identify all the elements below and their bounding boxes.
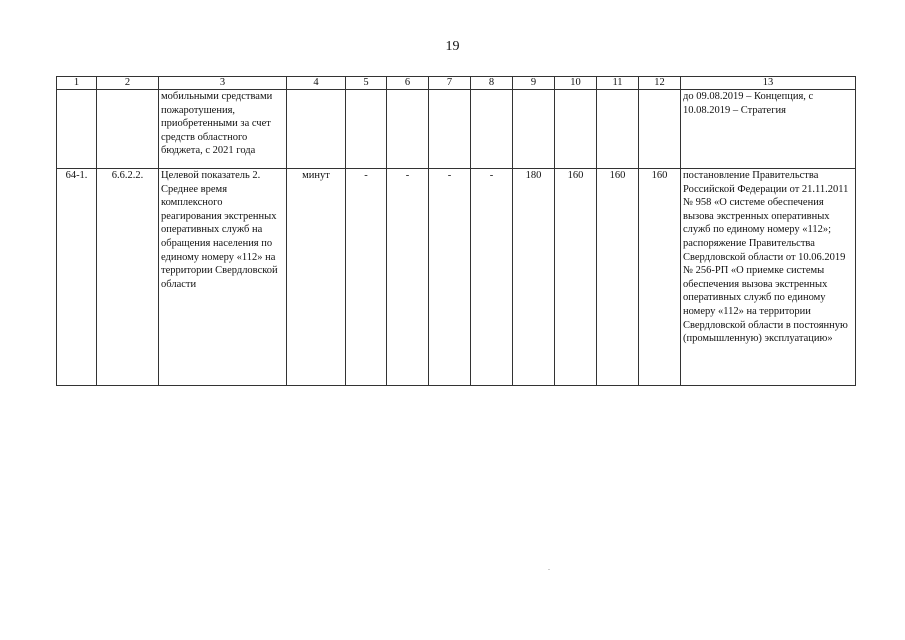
- value-cell: [387, 90, 429, 169]
- table-row: [57, 90, 856, 169]
- value-cell: [555, 90, 597, 169]
- column-header: 4: [287, 77, 346, 90]
- value-cell: -: [471, 169, 513, 386]
- value-cell: -: [429, 169, 471, 386]
- row-number-cell: 64-1.: [57, 169, 97, 386]
- value-cell: [471, 90, 513, 169]
- value-cell: [597, 90, 639, 169]
- column-header: 6: [387, 77, 429, 90]
- column-header: 1: [57, 77, 97, 90]
- column-header: 8: [471, 77, 513, 90]
- column-header: 7: [429, 77, 471, 90]
- column-header: 12: [639, 77, 681, 90]
- scan-speck: [548, 569, 550, 570]
- row-number-cell: [57, 90, 97, 169]
- source-cell: до 09.08.2019 – Концепция, с 10.08.2019 – Стратегия: [681, 90, 856, 169]
- column-header: 9: [513, 77, 555, 90]
- value-cell: [429, 90, 471, 169]
- column-header: 2: [97, 77, 159, 90]
- value-cell: 160: [555, 169, 597, 386]
- column-header: 5: [346, 77, 387, 90]
- source-cell: постановление Правительства Российской Федерации от 21.11.2011 № 958 «О системе обеспечения вызова экстренных оперативных служб по единому номеру «112»; распоряжение Правительства Свердловской области от 10.06.2019 № 256-РП «О приемке системы обеспечения вызова экстренных оперативных служб по единому номеру «112» на территории Свердловской области в постоянную (промышленную) эксплуатацию»: [681, 169, 856, 386]
- value-cell: 160: [639, 169, 681, 386]
- column-header: 10: [555, 77, 597, 90]
- code-cell: [97, 90, 159, 169]
- column-header: 13: [681, 77, 856, 90]
- value-cell: 160: [597, 169, 639, 386]
- value-cell: -: [387, 169, 429, 386]
- value-cell: 180: [513, 169, 555, 386]
- unit-cell: [287, 90, 346, 169]
- indicator-name-cell: мобильными средствами пожаротушения, приобретенными за счет средств областного бюджета, с 2021 года: [159, 90, 287, 169]
- table-header-row: [57, 77, 856, 90]
- value-cell: -: [346, 169, 387, 386]
- indicator-name-cell: Целевой показатель 2. Среднее время комплексного реагирования экстренных оперативных служб на обращения населения по единому номеру «112» на территории Свердловской области: [159, 169, 287, 386]
- table-row: [57, 169, 856, 386]
- unit-cell: минут: [287, 169, 346, 386]
- value-cell: [639, 90, 681, 169]
- column-header: 3: [159, 77, 287, 90]
- page-number: 19: [445, 39, 460, 54]
- value-cell: [346, 90, 387, 169]
- column-header: 11: [597, 77, 639, 90]
- code-cell: 6.6.2.2.: [97, 169, 159, 386]
- value-cell: [513, 90, 555, 169]
- indicators-table: [56, 76, 856, 386]
